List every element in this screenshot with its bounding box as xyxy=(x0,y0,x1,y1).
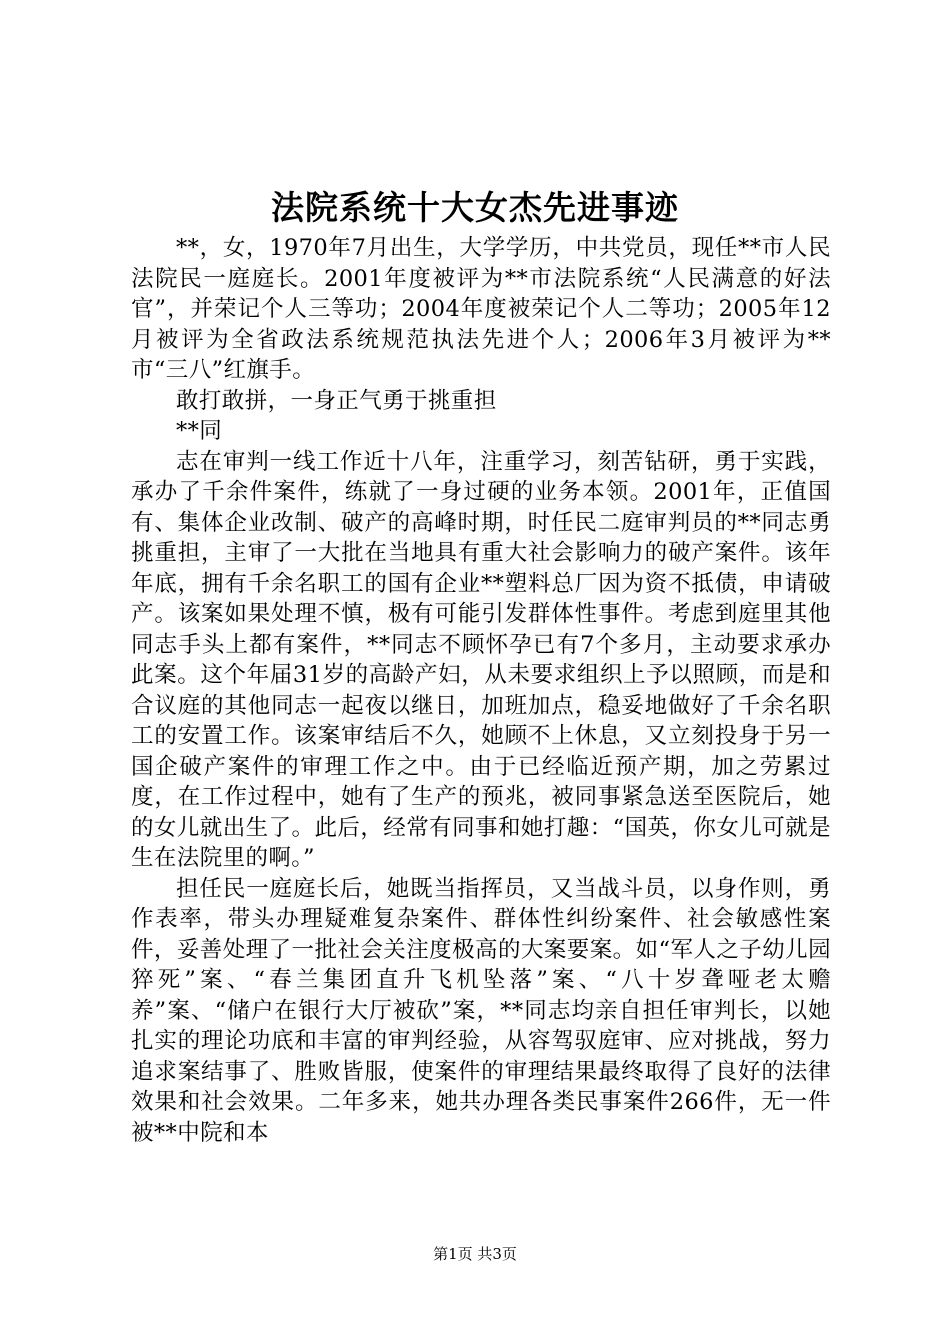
document-title: 法院系统十大女杰先进事迹 xyxy=(271,188,679,227)
page-footer: 第1页 共3页 xyxy=(433,1245,517,1263)
document-body xyxy=(131,233,831,1148)
paragraph-bankruptcy-cases: 志在审判一线工作近十八年，注重学习，刻苦钻研，勇于实践，承办了千余件案件，练就了一身过硬的业务本领。2001年，正值国有、集体企业改制、破产的高峰时期，时任民二庭审判员的**同志勇挑重担，主审了一大批在当地具有重大社会影响力的破产案件。该年年底，拥有千余名职工的国有企业**塑料总厂因为资不抵债，申请破产。该案如果处理不慎，极有可能引发群体性事件。考虑到庭里其他同志手头上都有案件，**同志不顾怀孕已有7个多月，主动要求承办此案。这个年届31岁的高龄产妇，从未要求组织上予以照顾，而是和合议庭的其他同志一起夜以继日，加班加点，稳妥地做好了千余名职工的安置工作。该案审结后不久，她顾不上休息，又立刻投身于另一国企破产案件的审理工作之中。由于已经临近预产期，加之劳累过度，在工作过程中，她有了生产的预兆，被同事紧急送至医院后，她的女儿就出生了。此后，经常有同事和她打趣：“国英，你女儿可就是生在法院里的啊。” xyxy=(131,448,831,871)
paragraph-division-chief: 担任民一庭庭长后，她既当指挥员，又当战斗员，以身作则，勇作表率，带头办理疑难复杂案件、群体性纠纷案件、社会敏感性案件，妥善处理了一批社会关注度极高的大案要案。如“军人之子幼儿园猝死”案、“春兰集团直升飞机坠落”案、“八十岁聋哑老太赡养”案、“储户在银行大厅被砍”案，**同志均亲自担任审判长，以她扎实的理论功底和丰富的审判经验，从容驾驭庭审、应对挑战，努力追求案结事了、胜败皆服，使案件的审理结果最终取得了良好的法律效果和社会效果。二年多来，她共办理各类民事案件266件，无一件被**中院和本 xyxy=(131,875,831,1146)
paragraph-name-fragment: **同 xyxy=(176,418,223,444)
paragraph-intro: **，女，1970年7月出生，大学学历，中共党员，现任**市人民法院民一庭庭长。2001年度被评为**市法院系统“人民满意的好法官”，并荣记个人三等功；2004年度被荣记个人二等功；2005年12月被评为全省政法系统规范执法先进个人；2006年3月被评为**市“三八”红旗手。 xyxy=(131,235,831,383)
paragraph-heading: 敢打敢拼，一身正气勇于挑重担 xyxy=(176,387,497,414)
